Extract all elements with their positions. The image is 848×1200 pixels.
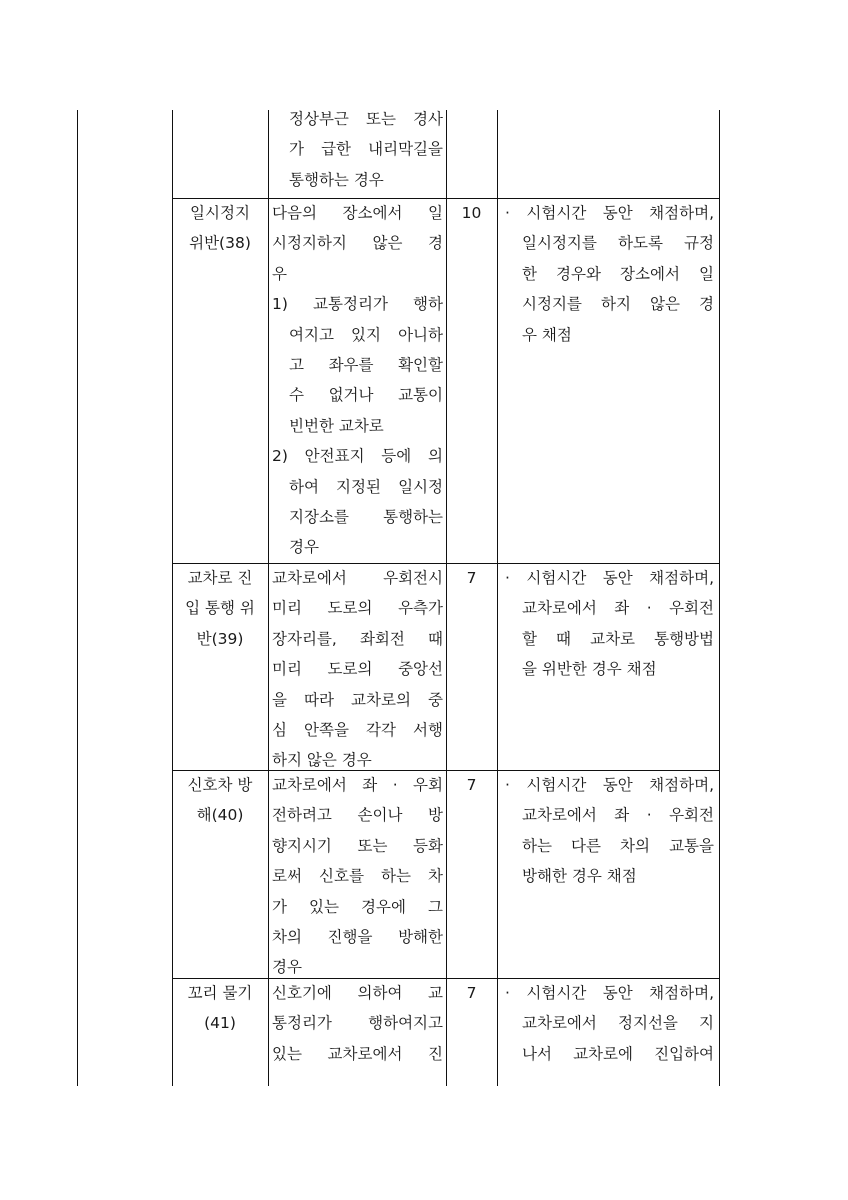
item-name-line: 위반(38): [189, 234, 251, 253]
item-name-line: 입 통행 위: [185, 599, 255, 618]
description-line: 로써 신호를 하는 차: [272, 867, 443, 886]
grading-criteria-cell: [505, 978, 714, 1069]
description-line: 1) 교통정리가 행하: [272, 295, 443, 314]
grading-criteria-cell: [505, 563, 714, 685]
description-line: 신호기에 의하여 교: [272, 984, 443, 1002]
criteria-line: 우 채점: [522, 325, 572, 344]
description-line: 미리 도로의 우측가: [272, 599, 443, 618]
penalty-score-cell: 7: [466, 569, 477, 587]
table-rule-col3: [446, 110, 447, 1086]
description-line: 정상부근 또는 경사: [289, 110, 443, 128]
grading-criteria-cell: [505, 770, 714, 892]
item-name-line: 해(40): [196, 806, 244, 825]
description-line: 지장소를 통행하는: [289, 508, 443, 527]
description-line: 시정지하지 않은 경: [272, 234, 443, 253]
description-line: 여지고 있지 아니하: [289, 325, 443, 344]
description-line: 가 있는 경우에 그: [272, 897, 443, 916]
description-line: 하지 않은 경우: [272, 751, 372, 770]
description-line: 다음의 장소에서 일: [272, 204, 443, 222]
description-line: 교차로에서 우회전시: [272, 569, 443, 587]
description-line: 장자리를, 좌회전 때: [272, 629, 443, 648]
criteria-line: · 시험시간 동안 채점하며,: [505, 204, 714, 222]
violation-description-cell: [272, 198, 443, 563]
description-line: 향지시기 또는 등화: [272, 836, 443, 855]
table-border-right: [719, 110, 720, 1086]
description-line: 통정리가 행하여지고: [272, 1014, 443, 1033]
description-line: 심 안쪽을 각각 서행: [272, 721, 443, 740]
criteria-line: 일시정지를 하도록 규정: [522, 234, 714, 253]
table-rule-col2: [268, 110, 269, 1086]
description-line: 전하려고 손이나 방: [272, 806, 443, 825]
item-name-cell: [172, 770, 268, 831]
description-line: 가 급한 내리막길을: [289, 140, 443, 159]
description-line: 차의 진행을 방해한: [272, 928, 443, 947]
item-name-line: (41): [204, 1014, 236, 1033]
description-line: 우: [272, 264, 287, 283]
description-line: 교차로에서 좌 · 우회: [272, 776, 443, 794]
criteria-line: · 시험시간 동안 채점하며,: [505, 984, 714, 1002]
criteria-line: 방해한 경우 채점: [522, 867, 637, 886]
violation-description-cell: [272, 104, 443, 195]
penalty-score-cell: 7: [466, 984, 477, 1002]
table-border-left: [77, 110, 78, 1086]
item-name-line: 교차로 진: [187, 569, 253, 587]
description-line: 통행하는 경우: [289, 170, 384, 189]
criteria-line: 한 경우와 장소에서 일: [522, 264, 714, 283]
criteria-line: 교차로에서 정지선을 지: [522, 1014, 714, 1033]
criteria-line: 할 때 교차로 통행방법: [522, 629, 714, 648]
criteria-line: 교차로에서 좌 · 우회전: [522, 599, 714, 618]
item-name-cell: [172, 978, 268, 1039]
item-name-line: 일시정지: [190, 204, 250, 222]
criteria-line: 시정지를 하지 않은 경: [522, 295, 714, 314]
criteria-line: 하는 다른 차의 교통을: [522, 836, 714, 855]
penalty-score-cell: 7: [466, 776, 477, 794]
description-line: 을 따라 교차로의 중: [272, 690, 443, 709]
description-line: 경우: [272, 958, 302, 977]
criteria-line: · 시험시간 동안 채점하며,: [505, 569, 714, 587]
penalty-score-cell: 10: [461, 204, 482, 222]
description-line: 빈번한 교차로: [289, 416, 384, 435]
item-name-line: 신호차 방: [187, 776, 253, 794]
item-name-line: 반(39): [196, 629, 244, 648]
item-name-cell: [172, 563, 268, 654]
description-line: 있는 교차로에서 진: [272, 1044, 443, 1063]
violation-description-cell: [272, 563, 443, 776]
criteria-line: 을 위반한 경우 채점: [522, 660, 657, 679]
description-line: 미리 도로의 중앙선: [272, 660, 443, 679]
grading-criteria-cell: [505, 198, 714, 350]
description-line: 하여 지정된 일시정: [289, 477, 443, 496]
description-line: 고 좌우를 확인할: [289, 356, 443, 375]
item-name-line: 꼬리 물기: [187, 984, 253, 1002]
criteria-line: 교차로에서 좌 · 우회전: [522, 806, 714, 825]
description-line: 경우: [289, 538, 319, 557]
description-line: 2) 안전표지 등에 의: [272, 447, 443, 466]
criteria-line: 나서 교차로에 진입하여: [522, 1044, 714, 1063]
table-rule-col4: [497, 110, 498, 1086]
criteria-line: · 시험시간 동안 채점하며,: [505, 776, 714, 794]
description-line: 수 없거나 교통이: [289, 386, 443, 405]
violation-description-cell: [272, 770, 443, 983]
violation-description-cell: [272, 978, 443, 1069]
item-name-cell: [172, 198, 268, 259]
